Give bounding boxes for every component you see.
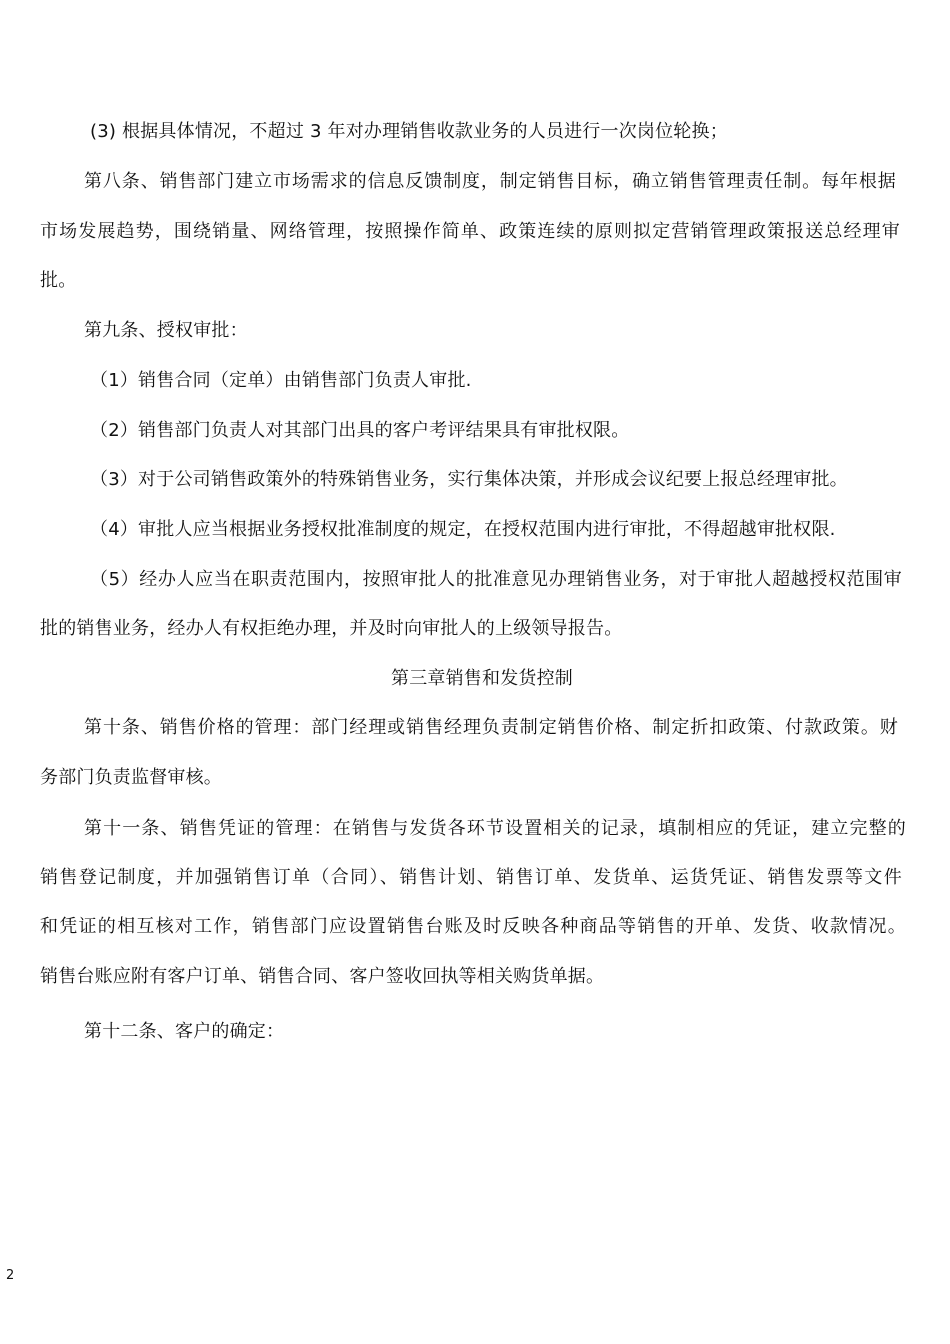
article-9-item-5-line-1: （5）经办人应当在职责范围内，按照审批人的批准意见办理销售业务，对于审批人超越授权范围审 <box>90 569 902 590</box>
article-11-line-1: 第十一条、销售凭证的管理：在销售与发货各环节设置相关的记录，填制相应的凭证，建立完整的 <box>84 818 906 839</box>
article-10-line-2: 务部门负责监督审核。 <box>40 767 222 788</box>
article-10-line-1: 第十条、销售价格的管理：部门经理或销售经理负责制定销售价格、制定折扣政策、付款政策。财 <box>84 717 898 738</box>
article-11-line-2: 销售登记制度，并加强销售订单（合同）、销售计划、销售订单、发货单、运货凭证、销售发票等文件 <box>40 867 902 888</box>
article-9-item-2: （2）销售部门负责人对其部门出具的客户考评结果具有审批权限。 <box>90 420 630 441</box>
article-12-heading: 第十二条、客户的确定： <box>84 1021 285 1042</box>
article-11-line-3: 和凭证的相互核对工作，销售部门应设置销售台账及时反映各种商品等销售的开单、发货、收款情况。 <box>40 916 906 937</box>
article-9-item-5-line-2: 批的销售业务，经办人有权拒绝办理，并及时向审批人的上级领导报告。 <box>40 618 623 639</box>
article-8-line-2: 市场发展趋势，围绕销量、网络管理，按照操作简单、政策连续的原则拟定营销管理政策报送总经理审 <box>40 221 900 242</box>
article-9-item-3: （3）对于公司销售政策外的特殊销售业务，实行集体决策，并形成会议纪要上报总经理审批。 <box>90 469 848 490</box>
article-8-line-3: 批。 <box>40 270 77 291</box>
article-9-heading: 第九条、授权审批： <box>84 320 248 341</box>
page-number: 2 <box>6 1268 15 1283</box>
chapter-3-heading: 第三章销售和发货控制 <box>391 668 573 689</box>
article-8-line-1: 第八条、销售部门建立市场需求的信息反馈制度，制定销售目标，确立销售管理责任制。每年根据 <box>84 171 896 192</box>
article-9-item-1: （1）销售合同（定单）由销售部门负责人审批. <box>90 370 472 391</box>
clause-rotation: (3) 根据具体情况，不超过 3 年对办理销售收款业务的人员进行一次岗位轮换； <box>90 121 728 142</box>
article-9-item-4: （4）审批人应当根据业务授权批准制度的规定，在授权范围内进行审批，不得超越审批权限. <box>90 519 836 540</box>
article-11-line-4: 销售台账应附有客户订单、销售合同、客户签收回执等相关购货单据。 <box>40 966 605 987</box>
